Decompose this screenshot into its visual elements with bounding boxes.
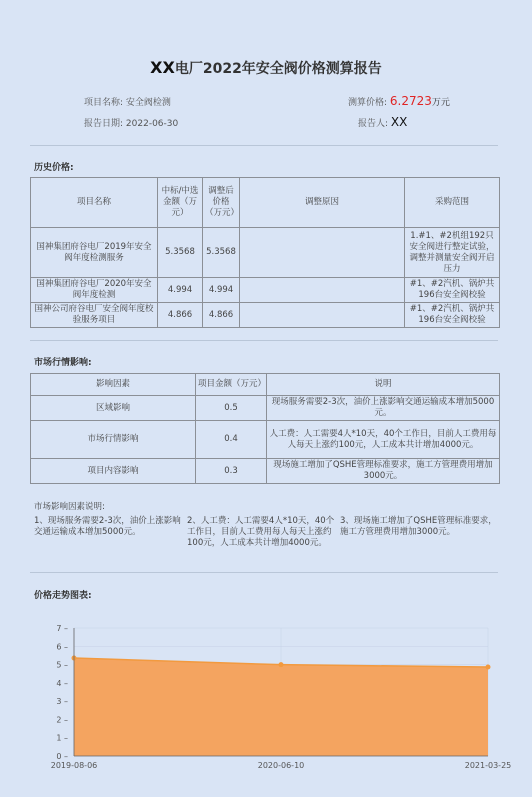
history-cell-name: 国神公司府谷电厂安全阀年度校验服务项目 [31,303,158,328]
col-header-project: 项目名称 [31,178,158,228]
divider [30,572,498,573]
data-point [279,662,284,667]
x-tick-label: 2020-06-10 [257,761,305,770]
market-header-row [31,374,500,396]
divider [30,340,498,341]
table-row [31,303,500,328]
project-name-label: 项目名称: [84,98,124,108]
market-section-title: 市场行情影响: [34,358,92,368]
history-cell-adjusted: 4.994 [203,278,240,303]
title-text: 电厂2022年安全阀价格测算报告 [174,61,382,77]
history-cell-scope: #1、#2汽机、锅炉共196台安全阀校验 [405,303,500,328]
x-tick-label: 2021-03-25 [464,761,512,770]
reporter-label: 报告人: [358,119,389,129]
table-row [31,459,500,484]
calc-price-unit: 万元 [431,98,450,108]
x-tick-label: 2019-08-06 [50,761,98,770]
history-cell-reason [240,303,405,328]
notes-title: 市场影响因素说明: [34,502,105,512]
reporter-value: XX [390,115,408,129]
market-cell-factor: 区域影响 [31,396,196,421]
calc-price-value: 6.2723 [389,94,432,108]
history-cell-reason [240,228,405,278]
title-prefix: XX [150,58,175,77]
market-cell-factor: 项目内容影响 [31,459,196,484]
history-cell-bid: 4.994 [158,278,203,303]
market-cell-desc: 现场施工增加了QSHE管理标准要求，施工方管理费用增加3000元。 [267,459,500,484]
history-cell-reason [240,278,405,303]
calc-price-row [348,94,450,108]
col-header-adjusted: 调整后价格（万元） [203,178,240,228]
y-tick-label: 3 – [56,697,68,707]
market-cell-desc: 现场服务需要2-3次，油价上涨影响交通运输成本增加5000元。 [267,396,500,421]
history-header-row [31,178,500,228]
table-row [31,396,500,421]
market-cell-desc: 人工费：人工需要4人*10天，40个工作日，目前人工费用每人每天上涨约100元，人工成本共计增加4000元。 [267,421,500,459]
col-header-reason: 调整原因 [240,178,405,228]
divider [30,145,498,146]
market-table [30,373,500,484]
history-cell-bid: 5.3568 [158,228,203,278]
note-item: 1、现场服务需要2-3次，油价上涨影响交通运输成本增加5000元。 [34,516,181,537]
y-tick-label: 7 – [56,624,68,633]
report-date-row [84,116,178,129]
market-cell-amount: 0.4 [196,421,267,459]
chart-section-title: 价格走势图表: [34,591,92,601]
history-cell-name: 国神集团府谷电厂2020年安全阀年度检测 [31,278,158,303]
y-tick-label: 6 – [56,642,68,652]
market-cell-factor: 市场行情影响 [31,421,196,459]
report-title [0,58,532,78]
history-cell-scope: #1、#2汽机、锅炉共196台安全阀校验 [405,278,500,303]
y-tick-label: 1 – [56,733,68,743]
report-date-label: 报告日期: [84,119,124,129]
data-point [486,665,491,670]
y-tick-label: 5 – [56,660,68,670]
table-row [31,228,500,278]
history-cell-adjusted: 4.866 [203,303,240,328]
y-tick-label: 2 – [56,715,68,725]
report-date-value: 2022-06-30 [125,119,179,129]
history-cell-adjusted: 5.3568 [203,228,240,278]
market-cell-amount: 0.3 [196,459,267,484]
col-header-amount: 项目金额（万元） [196,374,267,396]
history-cell-name: 国神集团府谷电厂2019年安全阀年度检测服务 [31,228,158,278]
table-row [31,421,500,459]
calc-price-label: 测算价格: [348,98,388,108]
project-name-row [84,95,171,108]
col-header-desc: 说明 [267,374,500,396]
col-header-scope: 采购范围 [405,178,500,228]
col-header-factor: 影响因素 [31,374,196,396]
history-cell-scope: 1.#1、#2机组192只安全阀进行整定试验，调整并测量安全阀开启压力 [405,228,500,278]
history-section-title: 历史价格: [34,163,74,173]
note-item: 3、现场施工增加了QSHE管理标准要求，施工方管理费用增加3000元。 [340,516,497,537]
project-name-value: 安全阀检测 [125,98,171,108]
y-tick-label: 0 – [56,752,68,761]
table-row [31,278,500,303]
reporter-row [358,115,407,129]
area-fill [74,658,488,756]
price-trend-chart [30,610,520,780]
y-tick-label: 4 – [56,678,68,688]
note-item: 2、人工费：人工需要4人*10天，40个工作日，目前人工费用每人每天上涨约100元，人工成本共计增加4000元。 [187,516,335,548]
history-cell-bid: 4.866 [158,303,203,328]
market-cell-amount: 0.5 [196,396,267,421]
history-table [30,177,500,328]
col-header-bid: 中标/中选金额（万元） [158,178,203,228]
